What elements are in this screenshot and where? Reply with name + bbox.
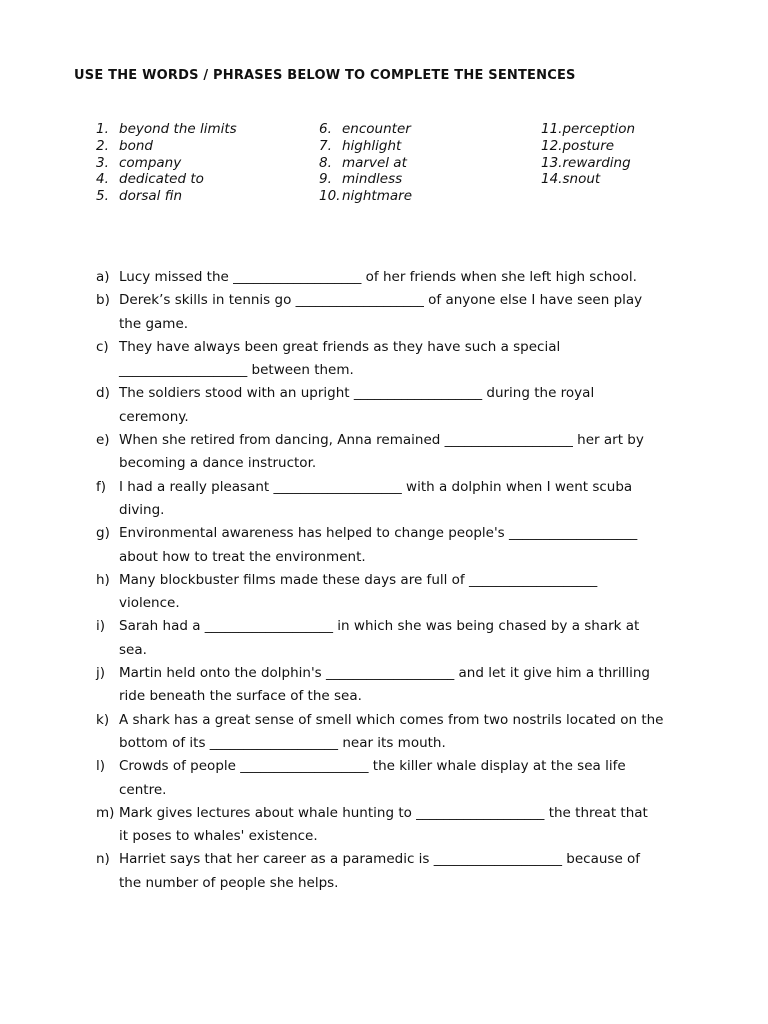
word-bank-column-2: [319, 121, 412, 205]
word-bank-word: beyond the limits: [119, 121, 237, 137]
sentence-line: Derek’s skills in tennis go ___________________ of anyone else I have seen play: [119, 292, 643, 309]
word-bank-item: [319, 121, 412, 138]
word-bank-word: posture: [562, 137, 615, 154]
word-bank-number: 11.: [541, 121, 563, 137]
word-bank-word: rewarding: [562, 154, 631, 171]
word-bank-word: mindless: [342, 171, 403, 188]
sentence-text: [119, 848, 706, 895]
sentence-text: [119, 802, 706, 849]
sentence-text: [119, 336, 706, 383]
sentence-text: [119, 709, 706, 756]
sentence-line: ___________________ between them.: [119, 362, 354, 379]
word-bank-word: marvel at: [342, 154, 407, 171]
word-bank-word: dedicated to: [119, 171, 204, 188]
word-bank-column-1: [96, 121, 237, 205]
sentence-text: [119, 289, 706, 336]
sentence-line: Many blockbuster films made these days are full of ___________________: [119, 571, 598, 588]
word-bank-number: 14.: [541, 171, 563, 188]
sentence-line: Mark gives lectures about whale hunting to ___________________ the threat that: [119, 804, 648, 821]
word-bank-item: [96, 121, 237, 138]
word-bank-number: 13.: [541, 154, 563, 171]
sentence-letter: j): [96, 665, 106, 682]
sentence-line: I had a really pleasant ___________________ with a dolphin when I went scuba: [119, 478, 633, 495]
word-bank-number: 6.: [319, 121, 332, 137]
sentence-letter: l): [96, 758, 106, 775]
sentence-line: becoming a dance instructor.: [119, 455, 317, 472]
word-bank-column-3: [541, 121, 635, 188]
sentence-line: Crowds of people ___________________ the killer whale display at the sea life: [119, 758, 626, 775]
sentence-item: [96, 289, 706, 336]
word-bank-item: [541, 155, 635, 172]
sentence-item: [96, 615, 706, 662]
sentence-letter: i): [96, 618, 106, 635]
word-bank-number: 5.: [96, 188, 109, 205]
sentence-letter: b): [96, 292, 110, 309]
sentence-line: centre.: [119, 781, 167, 798]
word-bank-word: company: [119, 154, 182, 171]
sentence-item: [96, 382, 706, 429]
sentence-letter: g): [96, 525, 110, 542]
word-bank-word: encounter: [342, 121, 411, 137]
sentence-text: [119, 615, 706, 662]
word-bank-item: [541, 121, 635, 138]
sentence-item: [96, 709, 706, 756]
sentence-line: They have always been great friends as they have such a special: [119, 338, 561, 355]
sentence-item: [96, 569, 706, 616]
word-bank-number: 2.: [96, 137, 109, 154]
sentence-line: Environmental awareness has helped to change people's ___________________: [119, 525, 638, 542]
sentence-text: [119, 476, 706, 523]
word-bank-word: snout: [562, 171, 601, 188]
sentence-line: bottom of its ___________________ near its mouth.: [119, 734, 446, 751]
sentence-letter: k): [96, 711, 110, 728]
word-bank-item: [96, 188, 237, 205]
sentence-line: diving.: [119, 501, 165, 518]
word-bank-word: bond: [119, 137, 153, 154]
sentence-line: ride beneath the surface of the sea.: [119, 688, 362, 705]
word-bank-item: [541, 138, 635, 155]
sentence-text: [119, 429, 706, 476]
sentence-line: the number of people she helps.: [119, 874, 339, 891]
word-bank-number: 12.: [541, 137, 563, 154]
sentence-text: [119, 522, 706, 569]
word-bank-item: [96, 138, 237, 155]
sentence-line: Harriet says that her career as a paramedic is ___________________ because of: [119, 851, 641, 868]
word-bank-item: [319, 188, 412, 205]
sentence-line: Lucy missed the ___________________ of her friends when she left high school.: [119, 269, 637, 285]
word-bank-word: perception: [562, 121, 636, 137]
sentence-list: [96, 266, 706, 895]
sentence-item: [96, 802, 706, 849]
sentence-line: Sarah had a ___________________ in which she was being chased by a shark at: [119, 618, 640, 635]
sentence-line: When she retired from dancing, Anna remained ___________________ her art by: [119, 432, 644, 449]
sentence-line: The soldiers stood with an upright ___________________ during the royal: [119, 385, 595, 402]
worksheet-title: USE THE WORDS / PHRASES BELOW TO COMPLETE THE SENTENCES: [74, 68, 576, 83]
sentence-line: ceremony.: [119, 408, 189, 425]
sentence-letter: a): [96, 269, 110, 285]
sentence-letter: f): [96, 478, 107, 495]
sentence-text: [119, 569, 706, 616]
sentence-letter: n): [96, 851, 110, 868]
sentence-item: [96, 336, 706, 383]
sentence-item: [96, 522, 706, 569]
sentence-letter: d): [96, 385, 110, 402]
sentence-text: [119, 382, 706, 429]
sentence-text: [119, 662, 706, 709]
sentence-item: [96, 755, 706, 802]
sentence-letter: h): [96, 571, 110, 588]
word-bank-word: nightmare: [342, 188, 413, 205]
sentence-item: [96, 476, 706, 523]
sentence-text: [119, 266, 706, 289]
sentence-line: violence.: [119, 595, 180, 612]
sentence-item: [96, 266, 706, 289]
word-bank-item: [96, 155, 237, 172]
word-bank-item: [541, 171, 635, 188]
sentence-letter: e): [96, 432, 110, 449]
word-bank-number: 4.: [96, 171, 109, 188]
sentence-letter: m): [96, 804, 115, 821]
word-bank-word: dorsal fin: [119, 188, 183, 205]
word-bank-number: 1.: [96, 121, 109, 137]
sentence-item: [96, 429, 706, 476]
word-bank-item: [319, 155, 412, 172]
sentence-item: [96, 848, 706, 895]
sentence-line: sea.: [119, 641, 147, 658]
sentence-line: the game.: [119, 315, 189, 332]
word-bank-item: [319, 171, 412, 188]
word-bank-number: 3.: [96, 154, 109, 171]
word-bank-item: [96, 171, 237, 188]
word-bank-number: 7.: [319, 137, 332, 154]
sentence-text: [119, 755, 706, 802]
sentence-line: it poses to whales' existence.: [119, 828, 318, 845]
sentence-letter: c): [96, 338, 109, 355]
word-bank-number: 10.: [319, 188, 341, 205]
sentence-line: A shark has a great sense of smell which comes from two nostrils located on the: [119, 711, 664, 728]
word-bank-item: [319, 138, 412, 155]
word-bank-number: 9.: [319, 171, 332, 188]
sentence-line: about how to treat the environment.: [119, 548, 366, 565]
sentence-line: Martin held onto the dolphin's ___________________ and let it give him a thrilling: [119, 665, 650, 682]
word-bank-number: 8.: [319, 154, 332, 171]
word-bank-word: highlight: [342, 137, 402, 154]
sentence-item: [96, 662, 706, 709]
